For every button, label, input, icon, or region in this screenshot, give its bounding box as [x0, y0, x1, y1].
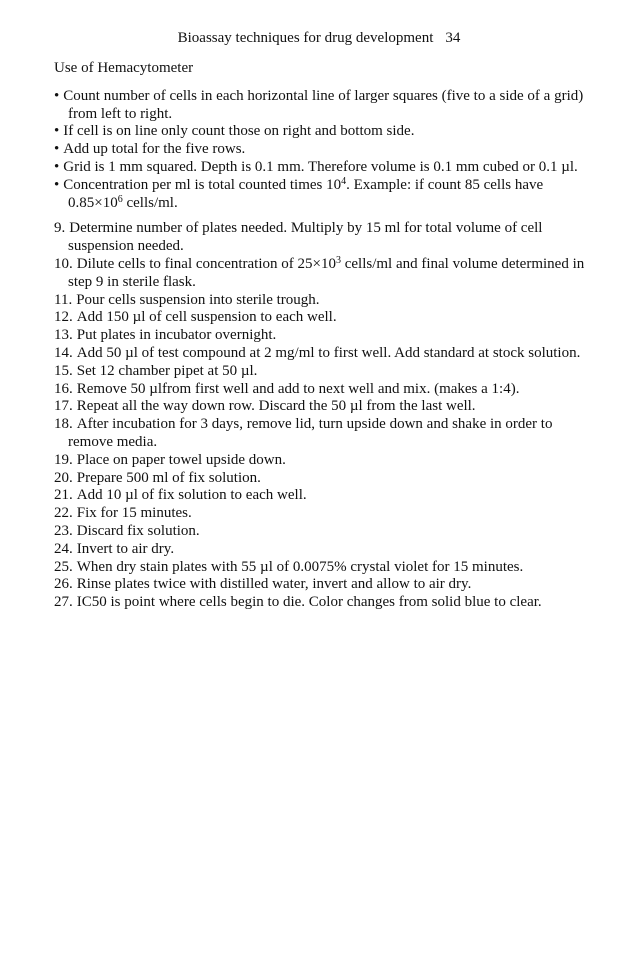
bullet-marker: • — [54, 141, 60, 158]
bullet-text: If cell is on line only count those on right and bottom side. — [63, 123, 415, 140]
hemacytometer-bullet-list — [54, 88, 599, 213]
exponent: 4 — [341, 175, 347, 187]
running-header — [0, 29, 638, 47]
bullet-marker: • — [54, 123, 60, 140]
bullet-marker: • — [54, 158, 60, 175]
step-number: 14. — [54, 344, 73, 361]
bullet-text: Count number of cells in each horizontal line of larger squares (five to a side of a grid) from left to right. — [63, 87, 584, 122]
step-text: Set 12 chamber pipet at 50 µl. — [76, 362, 258, 379]
running-header-title: Bioassay techniques for drug development — [177, 30, 434, 46]
step-number: 9. — [54, 220, 66, 237]
exponent: 3 — [335, 254, 341, 266]
bullet-item — [54, 123, 599, 141]
step-text-part: Dilute cells to final concentration of 25×10 — [76, 255, 336, 272]
bullet-text: Add up total for the five rows. — [63, 141, 246, 158]
step-item — [54, 576, 599, 594]
bullet-item — [54, 141, 599, 159]
step-item — [54, 327, 599, 345]
step-text: Pour cells suspension into sterile trough. — [76, 291, 320, 308]
step-number: 12. — [54, 309, 73, 326]
bullet-item — [54, 159, 599, 177]
step-number: 19. — [54, 451, 73, 468]
bullet-text: Grid is 1 mm squared. Depth is 0.1 mm. Therefore volume is 0.1 mm cubed or 0.1 µl. — [63, 158, 578, 175]
step-item — [54, 416, 599, 452]
step-text: After incubation for 3 days, remove lid, turn upside down and shake in order to remove media. — [68, 416, 553, 450]
step-text: When dry stain plates with 55 µl of 0.0075% crystal violet for 15 minutes. — [76, 558, 524, 575]
bullet-item — [54, 88, 599, 124]
step-item — [54, 256, 599, 292]
step-number: 24. — [54, 540, 73, 557]
step-number: 11. — [54, 291, 73, 308]
step-item — [54, 220, 599, 256]
step-text: Add 50 µl of test compound at 2 mg/ml to first well. Add standard at stock solution. — [76, 344, 581, 361]
step-text-part: cells/ml and final volume determined in step 9 in sterile flask. — [68, 255, 585, 290]
step-item — [54, 487, 599, 505]
step-item — [54, 452, 599, 470]
page-body — [54, 60, 599, 612]
step-number: 25. — [54, 558, 73, 575]
step-item — [54, 398, 599, 416]
section-heading: Use of Hemacytometer — [54, 60, 194, 76]
step-number: 27. — [54, 594, 73, 611]
bullet-text-part: . Example: if count 85 cells have 0.85×10 — [68, 176, 544, 211]
step-item — [54, 470, 599, 488]
step-item — [54, 381, 599, 399]
step-text: Add 10 µl of fix solution to each well. — [76, 487, 307, 504]
step-item — [54, 505, 599, 523]
step-number: 26. — [54, 576, 73, 593]
page-number: 34 — [445, 30, 461, 46]
step-text: Prepare 500 ml of fix solution. — [76, 469, 261, 486]
bullet-item — [54, 177, 599, 213]
step-text: Discard fix solution. — [76, 522, 200, 539]
bullet-text-part: cells/ml. — [122, 194, 178, 211]
step-item — [54, 345, 599, 363]
step-item — [54, 292, 599, 310]
step-text: Add 150 µl of cell suspension to each well. — [76, 309, 337, 326]
bullet-marker: • — [54, 87, 60, 104]
step-item — [54, 541, 599, 559]
bullet-marker: • — [54, 176, 60, 193]
step-item — [54, 363, 599, 381]
step-text: Place on paper towel upside down. — [76, 451, 286, 468]
step-number: 23. — [54, 522, 73, 539]
step-text: Put plates in incubator overnight. — [76, 327, 277, 344]
bullet-text-part: Concentration per ml is total counted times 10 — [63, 176, 342, 193]
step-number: 15. — [54, 362, 73, 379]
step-item — [54, 594, 599, 612]
step-text: Rinse plates twice with distilled water, invert and allow to air dry. — [76, 576, 472, 593]
step-item — [54, 559, 599, 577]
procedure-step-list — [54, 220, 599, 612]
step-text: IC50 is point where cells begin to die. Color changes from solid blue to clear. — [76, 594, 542, 611]
step-text: Determine number of plates needed. Multiply by 15 ml for total volume of cell suspension needed. — [68, 220, 543, 255]
step-number: 22. — [54, 505, 73, 522]
step-number: 21. — [54, 487, 73, 504]
step-number: 20. — [54, 469, 73, 486]
step-number: 18. — [54, 416, 73, 433]
step-item — [54, 523, 599, 541]
step-number: 13. — [54, 327, 73, 344]
step-text: Repeat all the way down row. Discard the 50 µl from the last well. — [76, 398, 476, 415]
step-text: Invert to air dry. — [76, 540, 175, 557]
exponent: 6 — [117, 193, 123, 205]
step-number: 10. — [54, 255, 73, 272]
step-text: Remove 50 µlfrom first well and add to next well and mix. (makes a 1:4). — [76, 380, 520, 397]
step-item — [54, 309, 599, 327]
step-number: 17. — [54, 398, 73, 415]
step-text: Fix for 15 minutes. — [76, 505, 192, 522]
step-number: 16. — [54, 380, 73, 397]
